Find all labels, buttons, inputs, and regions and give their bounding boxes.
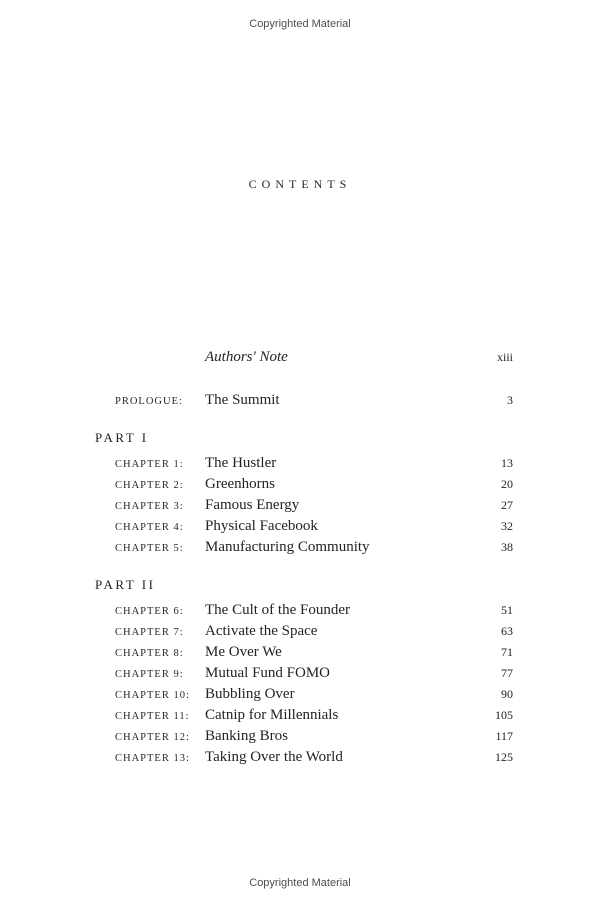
page-title: CONTENTS xyxy=(248,177,352,191)
copyright-notice-top: Copyrighted Material xyxy=(249,18,351,30)
toc-entry-label: CHAPTER 3: xyxy=(115,501,184,512)
toc-entry-label: CHAPTER 12: xyxy=(115,732,190,743)
toc-entry-title: Taking Over the World xyxy=(205,749,343,765)
toc-entry-label: CHAPTER 10: xyxy=(115,690,190,701)
toc-entry-page: 38 xyxy=(501,540,513,554)
toc-entry-title: Catnip for Millennials xyxy=(205,707,339,723)
toc-entry-page: 32 xyxy=(501,519,513,533)
toc-entry-page: 90 xyxy=(501,687,513,701)
toc-entry xyxy=(115,644,513,665)
toc-entry-title: Authors' Note xyxy=(205,349,288,365)
toc-entry-page: 27 xyxy=(501,498,513,512)
copyright-notice-bottom: Copyrighted Material xyxy=(249,877,351,889)
toc-entry-page: xiii xyxy=(496,350,513,364)
toc-entry-page: 13 xyxy=(501,456,513,470)
toc-entry xyxy=(115,686,513,707)
toc-entry xyxy=(115,749,513,770)
toc-entry-title: Me Over We xyxy=(205,644,282,660)
toc-entry-title: Manufacturing Community xyxy=(205,539,370,555)
toc-entry-label: CHAPTER 8: xyxy=(115,648,184,659)
toc-entry-page: 63 xyxy=(501,624,513,638)
toc-entry-label: CHAPTER 7: xyxy=(115,627,184,638)
toc-entry-page: 125 xyxy=(495,750,513,764)
toc-entry-page: 3 xyxy=(507,393,513,407)
toc-entry xyxy=(115,623,513,644)
toc-entry-title: Activate the Space xyxy=(205,623,318,639)
toc-entry-page: 105 xyxy=(495,708,513,722)
toc-entry-label: CHAPTER 6: xyxy=(115,606,184,617)
toc-entry xyxy=(115,539,513,560)
toc-entry-label: CHAPTER 5: xyxy=(115,543,184,554)
toc-entry xyxy=(115,707,513,728)
toc-entry-title: Greenhorns xyxy=(205,476,275,492)
toc-entry-page: 51 xyxy=(501,603,513,617)
toc-entry xyxy=(115,476,513,497)
toc-entry-title: Banking Bros xyxy=(205,728,288,744)
toc-entry-title: Bubbling Over xyxy=(205,686,295,702)
table-of-contents xyxy=(95,349,513,770)
toc-entry-title: The Cult of the Founder xyxy=(205,602,350,618)
toc-entry-page: 71 xyxy=(501,645,513,659)
toc-entry-title: The Summit xyxy=(205,392,280,408)
toc-entry-page: 77 xyxy=(501,666,513,680)
toc-entry xyxy=(115,349,513,370)
toc-entry-label: CHAPTER 1: xyxy=(115,459,184,470)
toc-entry xyxy=(115,602,513,623)
toc-entry xyxy=(115,728,513,749)
toc-entry-label: CHAPTER 11: xyxy=(115,711,190,722)
toc-entry-page: 20 xyxy=(501,477,513,491)
toc-entry-label: CHAPTER 4: xyxy=(115,522,184,533)
part-heading: PART I xyxy=(95,430,149,445)
part-heading: PART II xyxy=(95,577,156,592)
toc-entry-label: CHAPTER 9: xyxy=(115,669,184,680)
toc-entry xyxy=(115,392,513,413)
toc-entry xyxy=(115,497,513,518)
toc-entry-title: Mutual Fund FOMO xyxy=(205,665,331,681)
toc-entry-title: Physical Facebook xyxy=(205,518,318,534)
toc-entry-page: 117 xyxy=(495,729,513,743)
toc-entry xyxy=(115,665,513,686)
toc-entry-label: PROLOGUE: xyxy=(115,396,183,407)
toc-entry-title: The Hustler xyxy=(205,455,277,471)
toc-entry-label: CHAPTER 2: xyxy=(115,480,184,491)
toc-entry xyxy=(115,455,513,476)
toc-entry-label: CHAPTER 13: xyxy=(115,753,190,764)
toc-entry xyxy=(115,518,513,539)
toc-entry-title: Famous Energy xyxy=(205,497,300,513)
